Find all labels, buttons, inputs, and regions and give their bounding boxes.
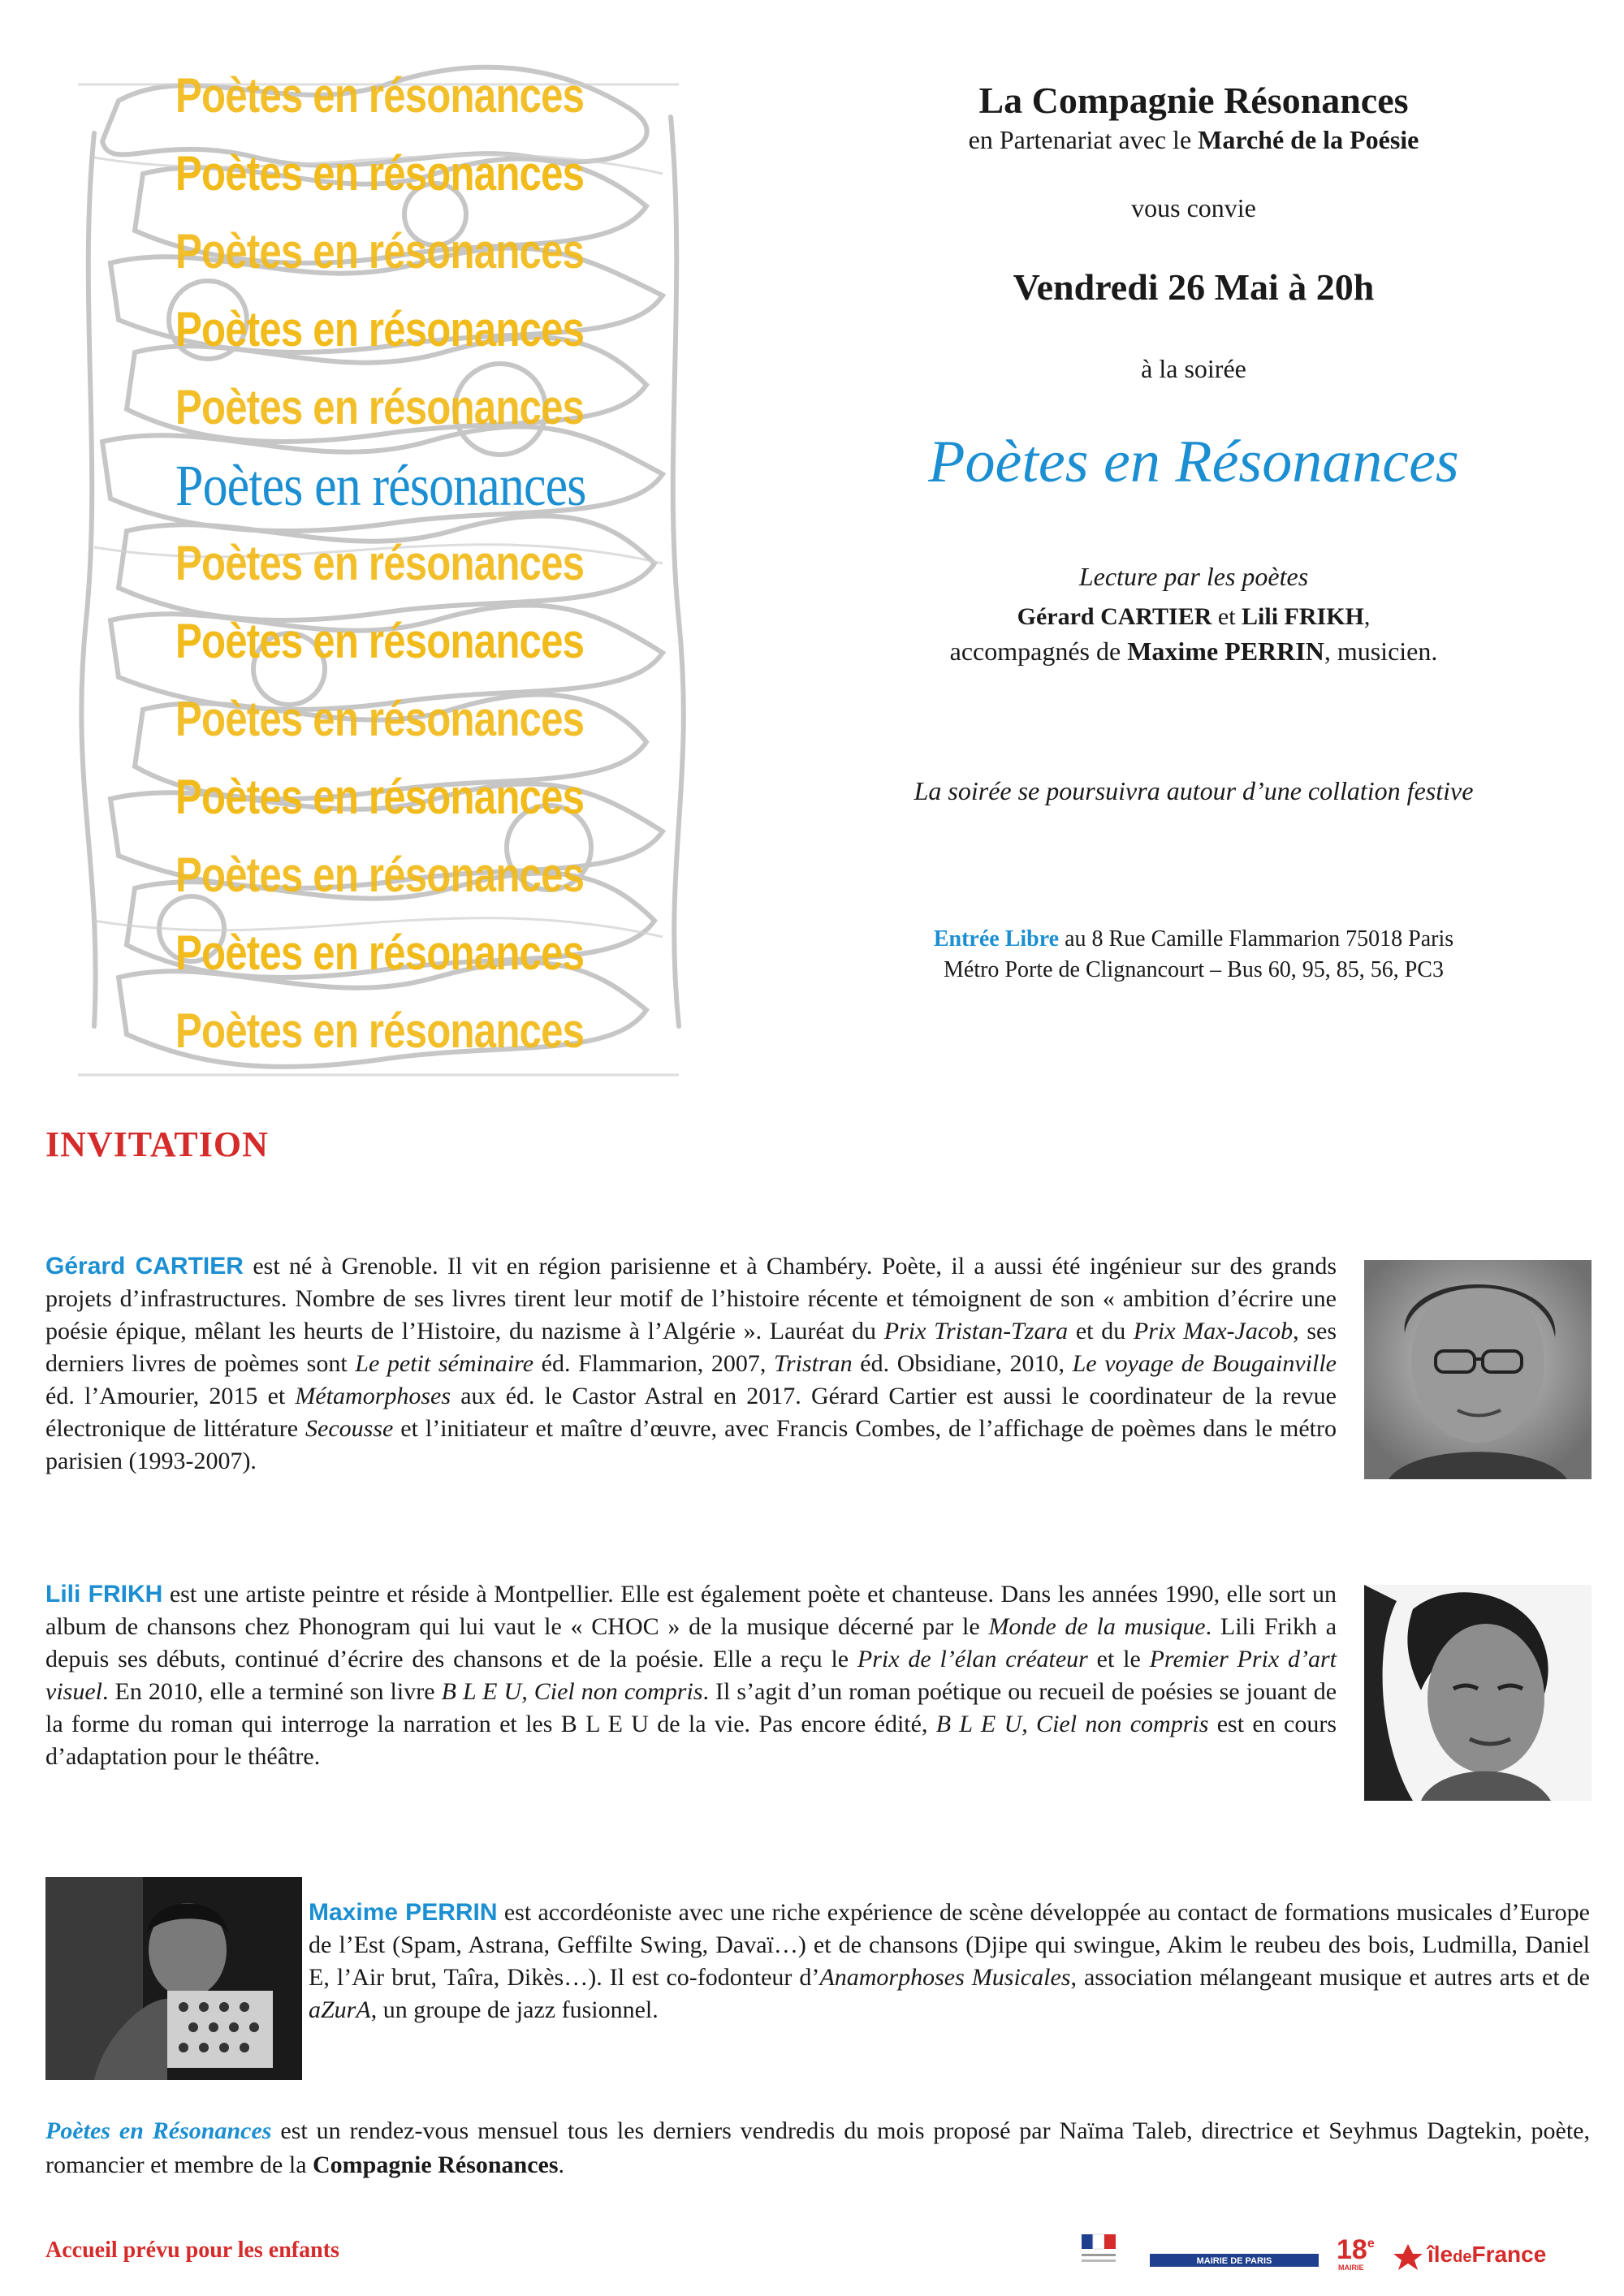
partner-line xyxy=(828,123,1559,156)
bio-italic: Le voyage de Bougainville xyxy=(1072,1350,1337,1377)
svg-text:îledeFrance: îledeFrance xyxy=(1427,2242,1547,2267)
poster-artwork xyxy=(45,52,695,1099)
invites-text: vous convie xyxy=(1131,193,1256,222)
poet-frikh: Lili FRIKH xyxy=(1242,603,1364,630)
mairie-18e-logo xyxy=(1337,2234,1375,2272)
bio-text: éd. l’Amourier, 2015 et xyxy=(45,1383,296,1409)
organizer-name: La Compagnie Résonances xyxy=(978,80,1409,121)
bio-italic: B L E U, Ciel non compris xyxy=(935,1711,1209,1737)
bio-text: . En 2010, elle a terminé son livre xyxy=(102,1678,442,1705)
poster-title-line: Poètes en résonances xyxy=(175,146,585,201)
bio-name: Lili FRIKH xyxy=(45,1581,163,1608)
poster-title-line: Poètes en résonances xyxy=(175,770,585,824)
poster-title-stack xyxy=(175,57,695,1070)
musician-name: Maxime PERRIN xyxy=(1127,637,1324,666)
bio-italic: Secousse xyxy=(305,1415,394,1442)
recurring-event-note xyxy=(45,2114,1590,2182)
bio-name: Maxime PERRIN xyxy=(309,1899,498,1926)
collation-text: La soirée se poursuivra autour d’une collation festive xyxy=(914,776,1474,805)
svg-text:MAIRIE: MAIRIE xyxy=(1338,2264,1364,2272)
republique-francaise-logo xyxy=(1082,2234,1116,2262)
bio-italic: B L E U, Ciel non compris xyxy=(441,1678,703,1705)
poets-end: , xyxy=(1363,603,1371,630)
bio-italic: Monde de la musique xyxy=(988,1613,1206,1640)
bio-italic: Prix de l’élan créateur xyxy=(857,1646,1088,1672)
photo-gerard-cartier xyxy=(1364,1260,1592,1479)
svg-text:MAIRIE DE PARIS: MAIRIE DE PARIS xyxy=(1196,2256,1272,2266)
free-entry-label: Entrée Libre xyxy=(933,926,1060,952)
svg-text:18e: 18e xyxy=(1337,2234,1375,2265)
bio-text: est en cours d’adaptation pour le théâtre. xyxy=(45,1711,1337,1770)
poster-title-line: Poètes en résonances xyxy=(175,692,585,746)
poster-title-line: Poètes en résonances xyxy=(175,302,585,356)
bio-text: et du xyxy=(1068,1318,1134,1344)
partner-prefix: en Partenariat avec le xyxy=(968,125,1199,154)
bio-italic: Premier Prix d’art visuel xyxy=(45,1646,1337,1705)
mairie-de-paris-logo xyxy=(1150,2254,1319,2267)
event-title: Poètes en Résonances xyxy=(928,429,1459,495)
poet-cartier: Gérard CARTIER xyxy=(1017,603,1212,630)
recurring-end: . xyxy=(558,2151,565,2178)
sponsor-logos xyxy=(1080,2229,1567,2273)
bio-cartier xyxy=(45,1250,1337,1478)
bio-italic: Le petit séminaire xyxy=(355,1350,534,1377)
poster-title-highlight: Poètes en résonances xyxy=(175,453,586,518)
bio-text: et l’initiateur et maître d’œuvre, avec Francis Combes, de l’affichage de poèmes dans le métro parisien (1993-2007). xyxy=(45,1415,1337,1474)
bio-italic: Tristran xyxy=(773,1350,853,1377)
poster-title-line: Poètes en résonances xyxy=(175,1003,585,1058)
bio-text: est une artiste peintre et réside à Montpellier. Elle est également poète et chanteuse. Dans les années 1990, elle sort un album de chansons chez Phonogram qui lui vaut le « CHOC » de la musique décerné par le xyxy=(45,1581,1337,1640)
accomp-prefix: accompagnés de xyxy=(949,637,1128,666)
accompanied-line xyxy=(828,633,1559,669)
bio-text: . Il s’agit d’un roman poétique ou recueil de poésies se jouant de la forme du roman qui interroge la narration et les B L E U de la vie. Pas encore édité, xyxy=(45,1678,1337,1737)
bio-italic: aZurA xyxy=(309,1996,371,2023)
bio-text: , association mélangeant musique et autres arts et de xyxy=(1070,1964,1591,1991)
poster-title-line: Poètes en résonances xyxy=(175,614,585,668)
partner-name: Marché de la Poésie xyxy=(1198,125,1419,154)
address-text: au 8 Rue Camille Flammarion 75018 Paris xyxy=(1059,926,1454,952)
bio-name: Gérard CARTIER xyxy=(45,1253,244,1280)
poster-title-line: Poètes en résonances xyxy=(175,926,585,980)
photo-lili-frikh xyxy=(1364,1585,1592,1801)
poster-title-line: Poètes en résonances xyxy=(175,536,585,590)
poets-line xyxy=(828,601,1559,633)
bio-italic: Prix Tristan-Tzara xyxy=(883,1318,1069,1344)
poster-title-line: Poètes en résonances xyxy=(175,848,585,902)
reading-by: Lecture par les poètes xyxy=(1078,562,1309,591)
poster-title-line: Poètes en résonances xyxy=(175,380,585,434)
bio-text: et le xyxy=(1087,1646,1150,1672)
accomp-suffix: , musicien. xyxy=(1324,637,1438,666)
bio-text: . Lili Frikh a depuis ses débuts, continué d’écrire des chansons et de la poésie. Elle a reçu le xyxy=(45,1613,1337,1672)
invitation-heading: INVITATION xyxy=(45,1124,269,1164)
children-welcome-note: Accueil prévu pour les enfants xyxy=(45,2238,339,2263)
bio-italic: Anamorphoses Musicales xyxy=(819,1964,1071,1991)
address-line xyxy=(828,924,1559,955)
bio-text: est accordéoniste avec une riche expérience de scène développée au contact de formations musicales d’Europe de l’Est (Spam, Astrana, Geffilte Swing, Davaï…) et de chansons (Djipe qui swingue, Akim le reubeu des bois, Ludmilla, Daniel E, l’Air brut, Taîra, Dikès…). Il est co-fodonteur d’ xyxy=(309,1899,1590,1991)
metro-line: Métro Porte de Clignancourt – Bus 60, 95, 85, 56, PC3 xyxy=(944,957,1444,982)
poster-title-line: Poètes en résonances xyxy=(175,68,585,123)
recurring-title: Poètes en Résonances xyxy=(45,2117,272,2144)
bio-text: éd. Obsidiane, 2010, xyxy=(852,1350,1073,1377)
bio-text: aux éd. le Castor Astral en 2017. Gérard Cartier est aussi le coordinateur de la revue électronique de littérature xyxy=(45,1383,1337,1442)
bio-italic: Prix Max-Jacob xyxy=(1133,1318,1294,1344)
soiree-text: à la soirée xyxy=(1141,354,1246,383)
recurring-company: Compagnie Résonances xyxy=(313,2151,559,2178)
recurring-text: est un rendez-vous mensuel tous les derniers vendredis du mois proposé par Naïma Taleb, directrice et Seyhmus Dagtekin, poète, romancier et membre de la xyxy=(45,2117,1590,2178)
bio-text: est né à Grenoble. Il vit en région parisienne et à Chambéry. Poète, il a aussi été ingénieur sur des grands projets d’infrastructures. Nombre de ses livres tirent leur motif de l’histoire récente et témoignent de son « ambition d’écrire une poésie épique, mêlant les heurts de l’Histoire, du nazisme à l’Algérie ». Lauréat du xyxy=(45,1253,1337,1344)
bio-text: , un groupe de jazz fusionnel. xyxy=(370,1996,659,2023)
sponsor-logo-strip xyxy=(1080,2229,1567,2273)
event-date: Vendredi 26 Mai à 20h xyxy=(1013,266,1375,308)
poster-title-line: Poètes en résonances xyxy=(175,224,585,278)
ile-de-france-logo xyxy=(1393,2242,1546,2270)
event-header xyxy=(828,78,1559,986)
bio-text: , ses derniers livres de poèmes sont xyxy=(45,1318,1337,1377)
bio-text: éd. Flammarion, 2007, xyxy=(533,1350,774,1377)
photo-maxime-perrin xyxy=(45,1877,302,2080)
bio-frikh xyxy=(45,1578,1337,1773)
bio-italic: Métamorphoses xyxy=(295,1383,451,1409)
bio-perrin xyxy=(309,1897,1590,2026)
poets-and: et xyxy=(1212,603,1242,630)
